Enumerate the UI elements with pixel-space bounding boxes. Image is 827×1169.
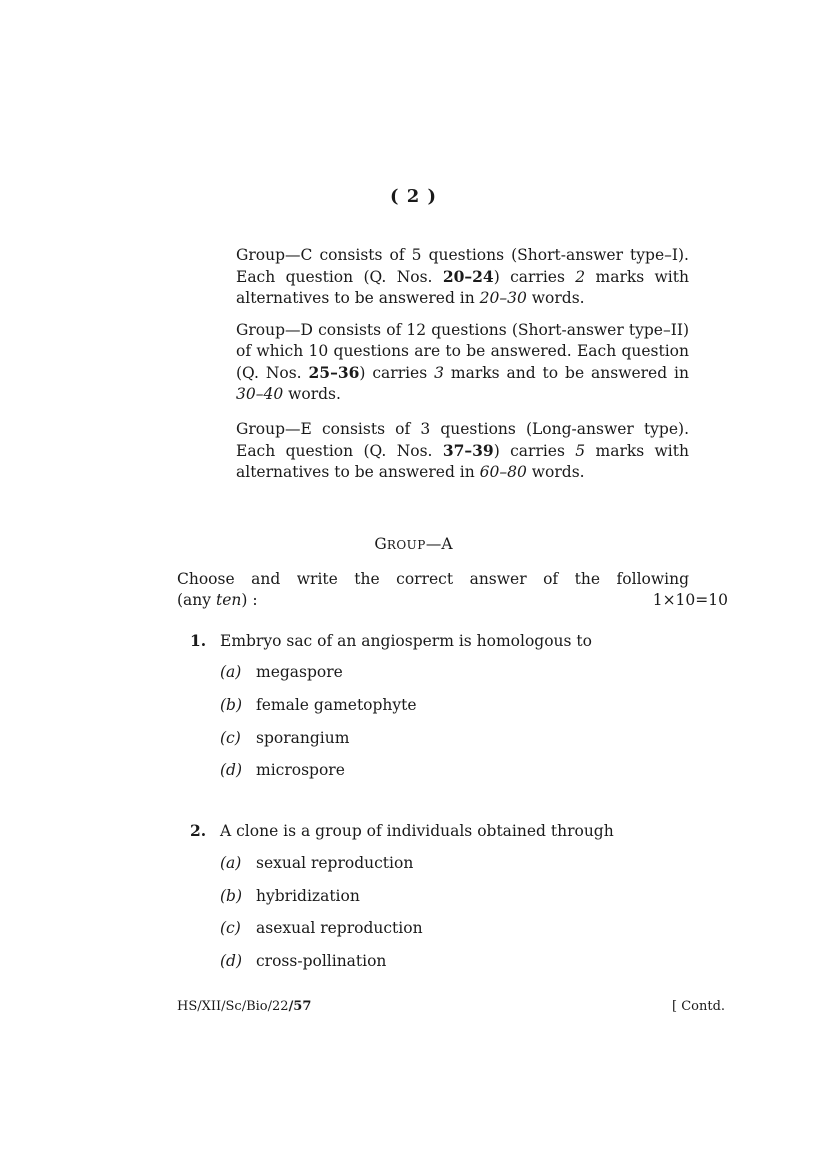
- group-e-marks: 5: [575, 442, 586, 460]
- option-label: (c): [220, 729, 241, 747]
- group-heading-initial: G: [374, 535, 387, 553]
- group-d-text: words.: [283, 385, 341, 403]
- option-text: female gametophyte: [256, 696, 417, 714]
- group-d-question-numbers: 25–36: [308, 363, 360, 382]
- group-d-word-limit: 30–40: [236, 385, 284, 403]
- question-2-option-d: [220, 952, 386, 970]
- option-text: hybridization: [256, 887, 360, 905]
- question-1: [190, 631, 592, 650]
- group-c-description: [236, 245, 689, 309]
- option-text: megaspore: [256, 663, 343, 681]
- instruction-text: (any: [177, 591, 216, 609]
- question-text: Embryo sac of an angiosperm is homologous to: [220, 632, 592, 650]
- question-2-option-c: [220, 919, 423, 937]
- option-text: sporangium: [256, 729, 350, 747]
- paper-code-prefix: HS/XII/Sc/Bio/22: [177, 999, 289, 1014]
- group-e-text: ) carries: [493, 442, 576, 460]
- group-d-description: [236, 320, 689, 405]
- group-c-text: ) carries: [493, 268, 576, 286]
- paper-code: [177, 999, 311, 1014]
- group-heading-smallcaps: ROUP: [386, 538, 426, 552]
- group-e-text: marks with alternatives to be answered in: [236, 442, 689, 481]
- group-c-word-limit: 20–30: [479, 289, 527, 307]
- group-heading-suffix: —A: [425, 535, 453, 553]
- question-1-option-b: [220, 696, 417, 714]
- instruction-text: ) :: [241, 591, 258, 609]
- option-label: (a): [220, 663, 242, 681]
- option-text: sexual reproduction: [256, 854, 414, 872]
- question-2-option-b: [220, 887, 360, 905]
- group-e-question-numbers: 37–39: [442, 441, 494, 460]
- group-a-heading: [0, 535, 827, 553]
- question-1-option-c: [220, 729, 349, 747]
- option-label: (b): [220, 887, 243, 905]
- question-2: [190, 821, 614, 840]
- option-label: (d): [220, 761, 243, 779]
- group-e-word-limit: 60–80: [479, 463, 527, 481]
- option-text: cross-pollination: [256, 952, 387, 970]
- option-text: microspore: [256, 761, 345, 779]
- paper-code-suffix: /57: [288, 999, 312, 1014]
- instruction-line-2: [177, 590, 728, 611]
- group-d-text: ) carries: [359, 364, 435, 382]
- continued-marker: [ Contd.: [672, 999, 726, 1014]
- group-d-marks: 3: [434, 364, 444, 382]
- group-d-text: marks and to be answered in: [443, 364, 690, 382]
- question-number: 1.: [190, 631, 207, 650]
- marks-allocation: 1×10=10: [652, 591, 728, 609]
- group-c-text: marks with alternatives to be answered in: [236, 268, 689, 307]
- question-1-option-a: [220, 663, 343, 681]
- group-e-description: [236, 419, 689, 483]
- page-number: ( 2 ): [389, 186, 438, 207]
- question-1-option-d: [220, 761, 345, 779]
- question-2-option-a: [220, 854, 413, 872]
- instruction-line: Choose and write the correct answer of the following: [177, 570, 689, 588]
- option-label: (d): [220, 952, 243, 970]
- question-number: 2.: [190, 821, 207, 840]
- group-e-text: Group—E consists of 3 questions (Long-answer type). Each question (Q. Nos.: [236, 420, 689, 460]
- option-label: (c): [220, 919, 241, 937]
- option-text: asexual reproduction: [256, 919, 423, 937]
- group-d-text: Group—D consists of 12 questions (Short-answer type–II) of which 10 questions are to be answered. Each question (Q. Nos.: [236, 321, 689, 382]
- group-c-marks: 2: [575, 268, 586, 286]
- group-c-text: Group—C consists of 5 questions (Short-answer type–I). Each question (Q. Nos.: [236, 246, 689, 286]
- option-label: (a): [220, 854, 242, 872]
- group-c-text: words.: [526, 289, 585, 307]
- instruction-emphasis: ten: [215, 591, 242, 609]
- option-label: (b): [220, 696, 243, 714]
- group-c-question-numbers: 20–24: [442, 267, 494, 286]
- question-text: A clone is a group of individuals obtained through: [220, 822, 614, 840]
- group-e-text: words.: [526, 463, 585, 481]
